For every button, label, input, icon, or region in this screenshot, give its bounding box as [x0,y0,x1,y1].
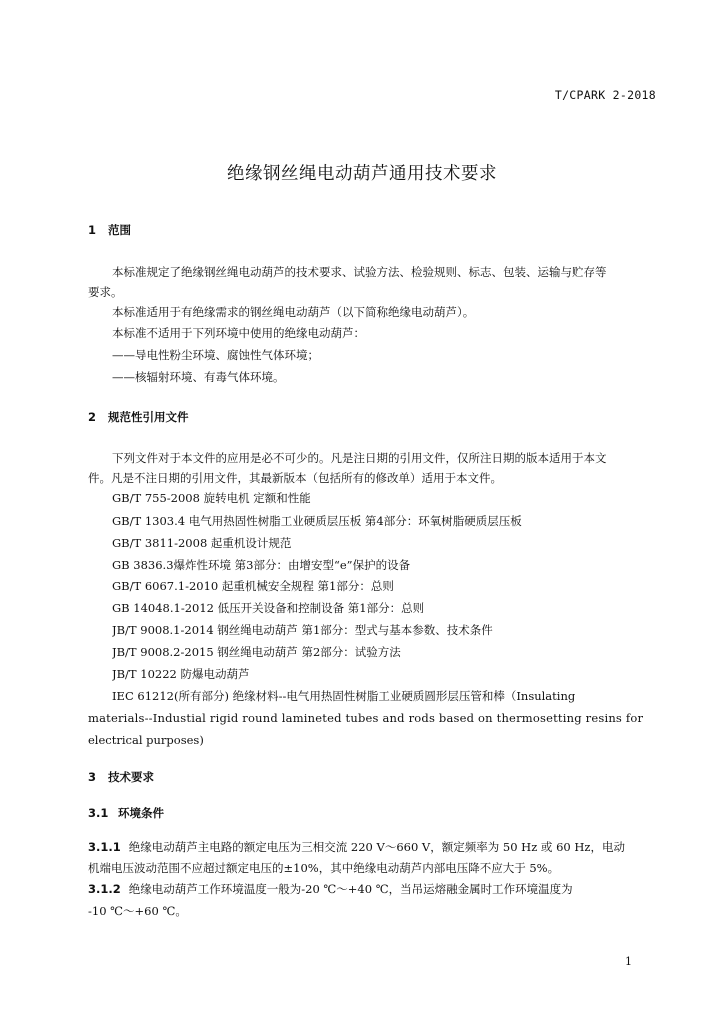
reference-item: JB/T 9008.2-2015 钢丝绳电动葫芦 第2部分：试验方法 [112,645,401,659]
clause-3-1-1-line-1 [88,839,658,855]
reference-item: GB 3836.3爆炸性环境 第3部分：由增安型“e”保护的设备 [112,558,411,572]
section-2-heading [88,409,189,425]
section-title: 范围 [108,223,131,237]
paragraph-line: 下列文件对于本文件的应用是必不可少的。凡是注日期的引用文件，仅所注日期的版本适用于本文 [112,451,607,465]
reference-item: JB/T 10222 防爆电动葫芦 [112,667,250,681]
clause-text: 绝缘电动葫芦主电路的额定电压为三相交流 220 V～660 V，额定频率为 50 Hz 或 60 Hz，电动 [128,840,625,854]
clause-text: 绝缘电动葫芦工作环境温度一般为-20 ℃～+40 ℃，当吊运熔融金属时工作环境温度为 [128,882,573,896]
section-number: 3 [88,770,97,784]
reference-item: GB/T 3811-2008 起重机设计规范 [112,536,292,550]
paragraph-line: 本标准适用于有绝缘需求的钢丝绳电动葫芦（以下简称绝缘电动葫芦）。 [112,305,475,319]
paragraph-line: 要求。 [88,285,123,299]
subsection-number: 3.1 [88,806,109,820]
section-title: 规范性引用文件 [108,410,189,424]
section-number: 1 [88,223,97,237]
clause-number: 3.1.1 [88,840,121,854]
document-title: 绝缘钢丝绳电动葫芦通用技术要求 [227,164,497,184]
reference-item: materials--Industial rigid round lamineted tubes and rods based on thermosetting resins for [88,711,644,725]
reference-item: GB/T 6067.1-2010 起重机械安全规程 第1部分：总则 [112,579,394,593]
page-number: 1 [625,955,632,968]
paragraph-line: 件。凡是不注日期的引用文件，其最新版本（包括所有的修改单）适用于本文件。 [88,471,502,485]
paragraph-line: 本标准不适用于下列环境中使用的绝缘电动葫芦： [112,326,365,340]
reference-item: GB/T 1303.4 电气用热固性树脂工业硬质层压板 第4部分：环氧树脂硬质层压板 [112,514,522,528]
section-number: 2 [88,410,97,424]
standard-number: T/CPARK 2-2018 [554,88,656,102]
subsection-title: 环境条件 [118,806,164,820]
reference-item: IEC 61212(所有部分) 绝缘材料--电气用热固性树脂工业硬质圆形层压管和棒（Insulating [112,689,576,703]
paragraph-line: -10 ℃～+60 ℃。 [88,904,187,918]
clause-number: 3.1.2 [88,882,121,896]
section-1-heading [88,222,131,238]
section-3-heading [88,769,154,785]
paragraph-line: 本标准规定了绝缘钢丝绳电动葫芦的技术要求、试验方法、检验规则、标志、包装、运输与贮存等 [112,265,607,279]
reference-item: JB/T 9008.1-2014 钢丝绳电动葫芦 第1部分：型式与基本参数、技术条件 [112,623,493,637]
list-item: ——导电性粉尘环境、腐蚀性气体环境； [112,348,319,362]
list-item: ——核辐射环境、有毒气体环境。 [112,370,285,384]
reference-item: electrical purposes) [88,733,204,747]
section-title: 技术要求 [108,770,154,784]
reference-item: GB/T 755-2008 旋转电机 定额和性能 [112,491,311,505]
clause-3-1-2-line-1 [88,881,658,897]
subsection-3-1-heading [88,805,164,821]
paragraph-line: 机端电压波动范围不应超过额定电压的±10%，其中绝缘电动葫芦内部电压降不应大于 5%。 [88,861,560,875]
reference-item: GB 14048.1-2012 低压开关设备和控制设备 第1部分：总则 [112,601,425,615]
